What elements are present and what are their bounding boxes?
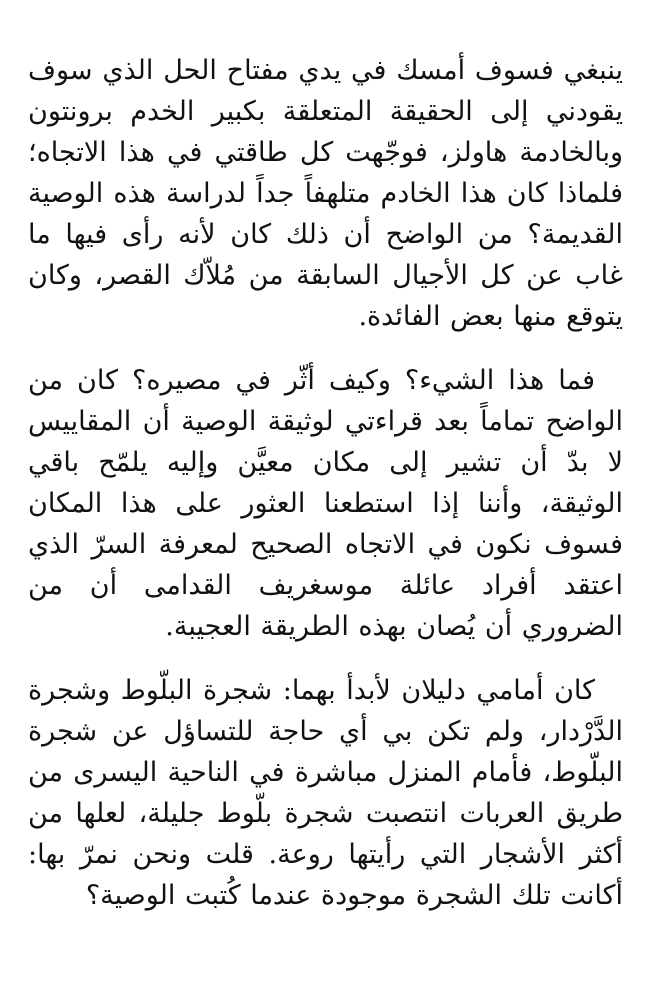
paragraph-3: كان أمامي دليلان لأبدأ بهما: شجرة البلّوط وشجرة الدَّرْدار، ولم تكن بي أي حاجة للتساؤل عن شجرة البلّوط، فأمام المنزل مباشرة في الناحية اليسرى من طريق العربات انتصبت شجرة بلّوط جليلة، لعلها من أكثر الأشجار التي رأيتها روعة. قلت ونحن نمرّ بها: أكانت تلك الشجرة موجودة عندما كُتبت الوصية؟ bbox=[28, 675, 623, 911]
paragraph-1: ينبغي فسوف أمسك في يدي مفتاح الحل الذي سوف يقودني إلى الحقيقة المتعلقة بكبير الخدم برونتون وبالخادمة هاولز، فوجّهت كل طاقتي في هذا الاتجاه؛ فلماذا كان هذا الخادم متلهفاً جداً لدراسة هذه الوصية القديمة؟ من الواضح أن ذلك كان لأنه رأى فيها ما غاب عن كل الأجيال السابقة من مُلاّك القصر، وكان يتوقع منها بعض الفائدة. bbox=[28, 55, 623, 332]
paragraph-2: فما هذا الشيء؟ وكيف أثّر في مصيره؟ كان من الواضح تماماً بعد قراءتي لوثيقة الوصية أن المقاييس لا بدّ أن تشير إلى مكان معيَّن وإليه يلمّح باقي الوثيقة، وأننا إذا استطعنا العثور على هذا المكان فسوف نكون في الاتجاه الصحيح لمعرفة السرّ الذي اعتقد أفراد عائلة موسغريف القدامى أن من الضروري أن يُصان بهذه الطريقة العجيبة. bbox=[28, 365, 623, 642]
